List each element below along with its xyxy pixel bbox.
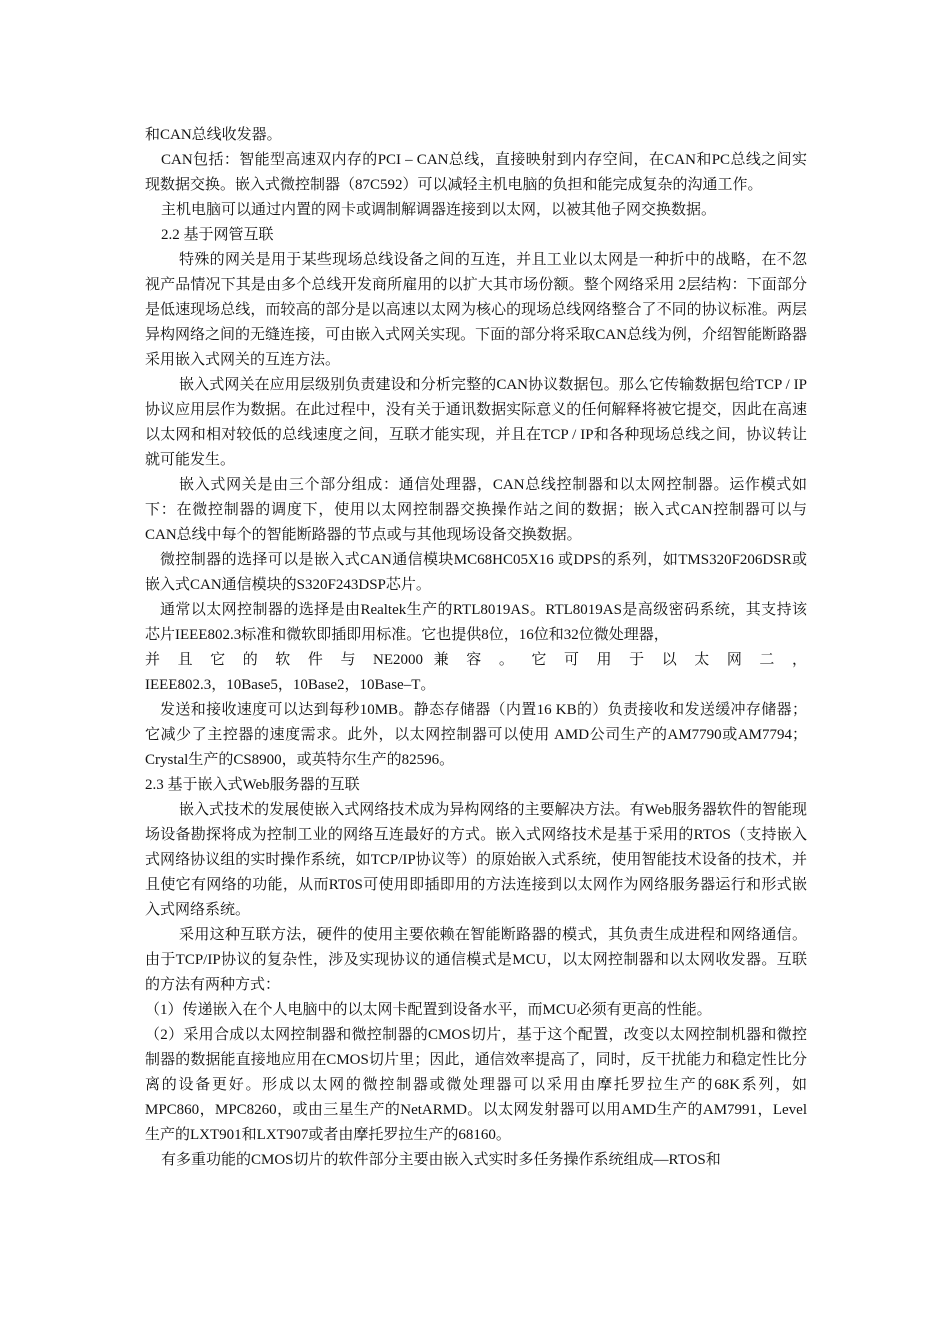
paragraph: 嵌入式网关在应用层级别负责建设和分析完整的CAN协议数据包。那么它传输数据包给TCP / IP协议应用层作为数据。在此过程中，没有关于通讯数据实际意义的任何解释将被它提交，因此在高速以太网和相对较低的总线速度之间，互联才能实现，并且在TCP / IP和各种现场总线之间，协议转让就可能发生。 — [145, 377, 807, 468]
section-heading: 2.3 基于嵌入式Web服务器的互联 — [145, 777, 360, 793]
paragraph: 采用这种互联方法，硬件的使用主要依赖在智能断路器的模式，其负责生成进程和网络通信。由于TCP/IP协议的复杂性，涉及实现协议的通信模式是MCU，以太网控制器和以太网收发器。互联的方法有两种方式： — [145, 927, 807, 993]
list-item: （2）采用合成以太网控制器和微控制器的CMOS切片，基于这个配置，改变以太网控制机器和微控制器的数据能直接地应用在CMOS切片里；因此，通信效率提高了，同时，反干扰能力和稳定性比分离的设备更好。形成以太网的微控制器或微处理器可以采用由摩托罗拉生产的68K系列，如MPC860，MPC8260，或由三星生产的NetARMD。以太网发射器可以用AMD生产的AM7991，Level生产的LXT901和LXT907或者由摩托罗拉生产的68160。 — [145, 1027, 807, 1143]
list-item: （1）传递嵌入在个人电脑中的以太网卡配置到设备水平，而MCU必须有更高的性能。 — [145, 1002, 712, 1018]
paragraph-spread-line: 并 且 它 的 软 件 与 NE2000 兼 容 。 它 可 用 于 以 太 网 二 ， — [145, 652, 807, 668]
paragraph: 通常以太网控制器的选择是由Realtek生产的RTL8019AS。RTL8019AS是高级密码系统，其支持该芯片IEEE802.3标准和微软即插即用标准。它也提供8位，16位和32位微处理器， — [145, 602, 807, 643]
document-body — [145, 123, 807, 1173]
paragraph: 和CAN总线收发器。 — [145, 127, 282, 143]
section-heading: 2.2 基于网管互联 — [161, 227, 274, 243]
paragraph: 特殊的网关是用于某些现场总线设备之间的互连，并且工业以太网是一种折中的战略，在不忽视产品情况下其是由多个总线开发商所雇用的以扩大其市场份额。整个网络采用 2层结构：下面部分是低速现场总线，而较高的部分是以高速以太网为核心的现场总线网络整合了不同的协议标准。两层异构网络之间的无缝连接，可由嵌入式网关实现。下面的部分将采取CAN总线为例，介绍智能断路器采用嵌入式网关的互连方法。 — [145, 252, 807, 368]
paragraph: CAN包括：智能型高速双内存的PCI – CAN总线，直接映射到内存空间，在CAN和PC总线之间实现数据交换。嵌入式微控制器（87C592）可以减轻主机电脑的负担和能完成复杂的沟通工作。 — [145, 152, 807, 193]
paragraph: 嵌入式网关是由三个部分组成：通信处理器，CAN总线控制器和以太网控制器。运作模式如下：在微控制器的调度下，使用以太网控制器交换操作站之间的数据；嵌入式CAN控制器可以与CAN总线中每个的智能断路器的节点或与其他现场设备交换数据。 — [145, 477, 807, 543]
paragraph: 嵌入式技术的发展使嵌入式网络技术成为异构网络的主要解决方法。有Web服务器软件的智能现场设备勘探将成为控制工业的网络互连最好的方式。嵌入式网络技术是基于采用的RTOS（支持嵌入式网络协议组的实时操作系统，如TCP/IP协议等）的原始嵌入式系统，使用智能技术设备的技术，并且使它有网络的功能，从而RT0S可使用即插即用的方法连接到以太网作为网络服务器运行和形式嵌入式网络系统。 — [145, 802, 807, 918]
paragraph: 发送和接收速度可以达到每秒10MB。静态存储器（内置16 KB的）负责接收和发送缓冲存储器；它减少了主控器的速度需求。此外，以太网控制器可以使用 AMD公司生产的AM7790或AM7794；Crystal生产的CS8900，或英特尔生产的82596。 — [145, 702, 807, 768]
paragraph: 微控制器的选择可以是嵌入式CAN通信模块MC68HC05X16 或DPS的系列，如TMS320F206DSR或嵌入式CAN通信模块的S320F243DSP芯片。 — [145, 552, 807, 593]
paragraph: IEEE802.3，10Base5，10Base2，10Base–T。 — [145, 677, 436, 693]
paragraph: 主机电脑可以通过内置的网卡或调制解调器连接到以太网，以被其他子网交换数据。 — [161, 202, 717, 218]
paragraph: 有多重功能的CMOS切片的软件部分主要由嵌入式实时多任务操作系统组成—RTOS和 — [161, 1152, 721, 1168]
